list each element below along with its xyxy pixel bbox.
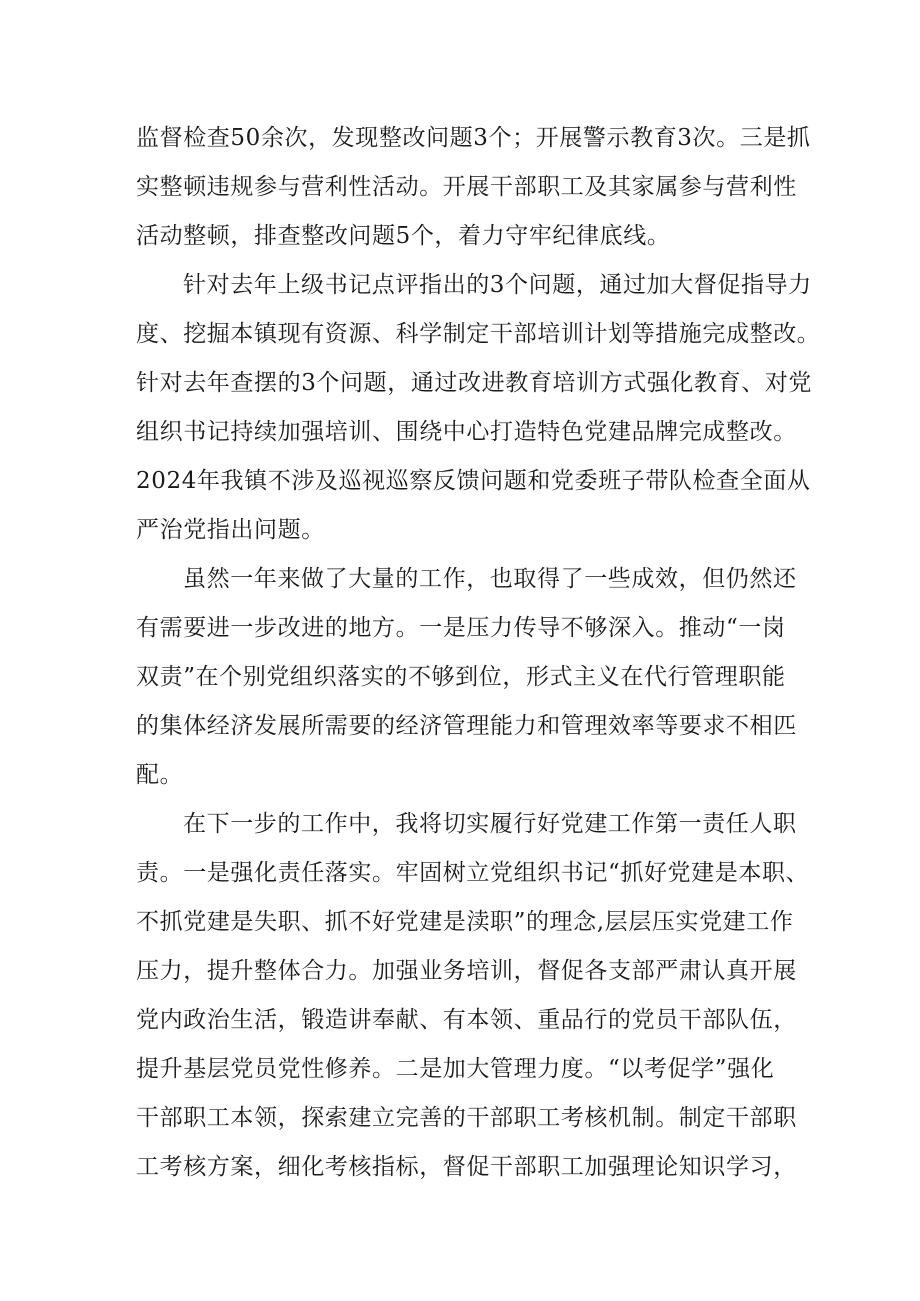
paragraph-4-line-8: 工考核方案，细化考核指标，督促干部职工加强理论知识学习， — [136, 1154, 797, 1180]
paragraph-1-line-3: 活动整顿，排查整改问题5个，着力守牢纪律底线。 — [136, 223, 671, 249]
paragraph-2-line-4: 组织书记持续加强培训、围绕中心打造特色党建品牌完成整改。 — [136, 419, 797, 445]
paragraph-3-line-1: 虽然一年来做了大量的工作，也取得了一些成效，但仍然还 — [183, 566, 797, 592]
paragraph-4-line-4: 压力，提升整体合力。加强业务培训，督促各支部严肃认真开展 — [136, 958, 797, 984]
paragraph-4-line-6: 提升基层党员党性修养。二是加大管理力度。“以考促学”强化 — [136, 1056, 775, 1082]
paragraph-4-line-3: 不抓党建是失职、抓不好党建是渎职”的理念,层层压实党建工作 — [136, 909, 794, 935]
paragraph-3-line-3: 双责”在个别党组织落实的不够到位，形式主义在代行管理职能 — [136, 664, 786, 690]
paragraph-3-line-2: 有需要进一步改进的地方。一是压力传导不够深入。推动“一岗 — [136, 615, 786, 641]
paragraph-1-line-2: 实整顿违规参与营利性活动。开展干部职工及其家属参与营利性 — [136, 174, 797, 200]
paragraph-2-line-1: 针对去年上级书记点评指出的3个问题，通过加大督促指导力 — [183, 272, 812, 298]
paragraph-2-line-5: 2024年我镇不涉及巡视巡察反馈问题和党委班子带队检查全面从 — [136, 468, 811, 494]
paragraph-2-line-6: 严治党指出问题。 — [136, 517, 325, 543]
paragraph-4-line-1: 在下一步的工作中，我将切实履行好党建工作第一责任人职 — [183, 811, 797, 837]
paragraph-3-line-5: 配。 — [136, 762, 184, 788]
paragraph-4-line-5: 党内政治生活，锻造讲奉献、有本领、重品行的党员干部队伍， — [136, 1007, 797, 1033]
paragraph-4-line-2: 责。一是强化责任落实。牢固树立党组织书记“抓好党建是本职、 — [136, 860, 810, 886]
paragraph-2-line-2: 度、挖掘本镇现有资源、科学制定干部培训计划等措施完成整改。 — [136, 321, 821, 347]
paragraph-4-line-7: 干部职工本领，探索建立完善的干部职工考核机制。制定干部职 — [136, 1105, 797, 1131]
paragraph-1-line-1: 监督检查50余次，发现整改问题3个；开展警示教育3次。三是抓 — [136, 125, 811, 151]
paragraph-2-line-3: 针对去年查摆的3个问题，通过改进教育培训方式强化教育、对党 — [136, 370, 813, 396]
paragraph-3-line-4: 的集体经济发展所需要的经济管理能力和管理效率等要求不相匹 — [136, 713, 797, 739]
